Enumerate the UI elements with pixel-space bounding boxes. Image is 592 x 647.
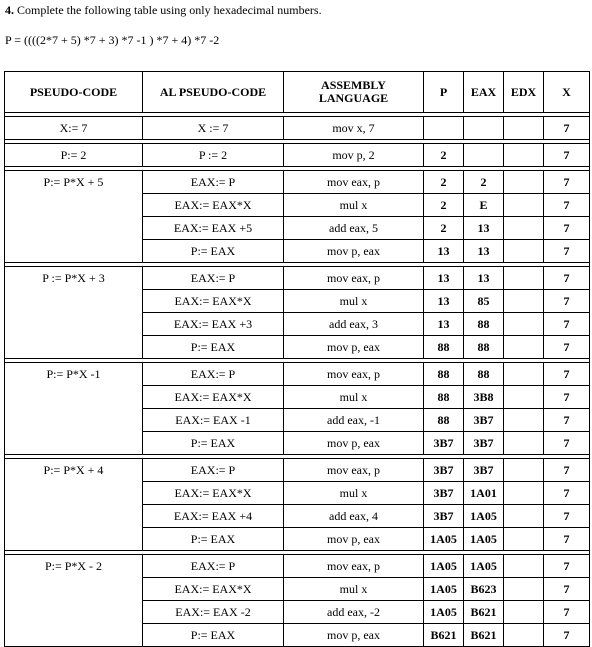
header-edx: EDX: [504, 72, 544, 113]
x-value-cell: 7: [544, 267, 590, 290]
eax-value-cell: 3B7: [464, 409, 504, 432]
assembly-cell: add eax, 4: [284, 505, 424, 528]
assembly-cell: add eax, 5: [284, 217, 424, 240]
assembly-cell: mov p, eax: [284, 624, 424, 647]
assembly-cell: mov p, eax: [284, 432, 424, 455]
p-value-cell: 13: [424, 267, 464, 290]
x-value-cell: 7: [544, 194, 590, 217]
assembly-cell: mul x: [284, 578, 424, 601]
edx-value-cell: [504, 432, 544, 455]
x-value-cell: 7: [544, 505, 590, 528]
edx-value-cell: [504, 117, 544, 140]
eax-value-cell: 2: [464, 171, 504, 194]
table-row: [5, 363, 590, 386]
al-pseudo-code-cell: P:= EAX: [143, 432, 284, 455]
al-pseudo-code-cell: EAX:= P: [143, 459, 284, 482]
assembly-cell: mul x: [284, 386, 424, 409]
p-value-cell: 3B7: [424, 459, 464, 482]
p-value-cell: 13: [424, 240, 464, 263]
edx-value-cell: [504, 171, 544, 194]
edx-value-cell: [504, 482, 544, 505]
p-value-cell: 13: [424, 313, 464, 336]
header-al-pseudo-code: AL PSEUDO-CODE: [143, 72, 284, 113]
al-pseudo-code-cell: P:= EAX: [143, 336, 284, 359]
p-value-cell: B621: [424, 624, 464, 647]
p-value-cell: 13: [424, 290, 464, 313]
hex-trace-table: [4, 71, 590, 647]
al-pseudo-code-cell: P := 2: [143, 144, 284, 167]
edx-value-cell: [504, 386, 544, 409]
x-value-cell: 7: [544, 144, 590, 167]
p-value-cell: 2: [424, 194, 464, 217]
assembly-cell: add eax, -1: [284, 409, 424, 432]
assembly-cell: mov x, 7: [284, 117, 424, 140]
x-value-cell: 7: [544, 240, 590, 263]
eax-value-cell: B623: [464, 578, 504, 601]
assembly-cell: mul x: [284, 290, 424, 313]
x-value-cell: 7: [544, 432, 590, 455]
x-value-cell: 7: [544, 313, 590, 336]
x-value-cell: 7: [544, 624, 590, 647]
edx-value-cell: [504, 409, 544, 432]
x-value-cell: 7: [544, 336, 590, 359]
eax-value-cell: 1A05: [464, 505, 504, 528]
edx-value-cell: [504, 313, 544, 336]
pseudo-code-cell: P:= P*X + 5: [5, 171, 143, 263]
x-value-cell: 7: [544, 217, 590, 240]
edx-value-cell: [504, 505, 544, 528]
p-value-cell: 1A05: [424, 528, 464, 551]
p-value-cell: 1A05: [424, 601, 464, 624]
table-row: [5, 555, 590, 578]
header-row: [5, 72, 590, 113]
assembly-cell: mov eax, p: [284, 555, 424, 578]
x-value-cell: 7: [544, 117, 590, 140]
eax-value-cell: 13: [464, 267, 504, 290]
exercise-heading: [5, 3, 322, 18]
eax-value-cell: [464, 117, 504, 140]
eax-value-cell: B621: [464, 624, 504, 647]
edx-value-cell: [504, 336, 544, 359]
formula: P = ((((2*7 + 5) *7 + 3) *7 -1 ) *7 + 4) *7 -2: [5, 33, 220, 47]
al-pseudo-code-cell: P:= EAX: [143, 240, 284, 263]
eax-value-cell: 3B8: [464, 386, 504, 409]
p-value-cell: [424, 117, 464, 140]
edx-value-cell: [504, 240, 544, 263]
pseudo-code-cell: P:= 2: [5, 144, 143, 167]
assembly-cell: mov eax, p: [284, 171, 424, 194]
al-pseudo-code-cell: EAX:= EAX -1: [143, 409, 284, 432]
eax-value-cell: 88: [464, 336, 504, 359]
al-pseudo-code-cell: EAX:= EAX +4: [143, 505, 284, 528]
eax-value-cell: 13: [464, 217, 504, 240]
x-value-cell: 7: [544, 386, 590, 409]
p-value-cell: 2: [424, 171, 464, 194]
table-row: [5, 117, 590, 140]
x-value-cell: 7: [544, 290, 590, 313]
edx-value-cell: [504, 459, 544, 482]
edx-value-cell: [504, 601, 544, 624]
al-pseudo-code-cell: P:= EAX: [143, 528, 284, 551]
pseudo-code-cell: P := P*X + 3: [5, 267, 143, 359]
x-value-cell: 7: [544, 601, 590, 624]
al-pseudo-code-cell: EAX:= EAX*X: [143, 290, 284, 313]
header-eax: EAX: [464, 72, 504, 113]
p-value-cell: 2: [424, 144, 464, 167]
exercise-instructions: Complete the following table using only hexadecimal numbers.: [17, 3, 322, 17]
p-value-cell: 88: [424, 386, 464, 409]
al-pseudo-code-cell: EAX:= EAX -2: [143, 601, 284, 624]
assembly-cell: mov p, eax: [284, 336, 424, 359]
pseudo-code-cell: X:= 7: [5, 117, 143, 140]
assembly-cell: mov eax, p: [284, 363, 424, 386]
x-value-cell: 7: [544, 171, 590, 194]
eax-value-cell: 88: [464, 363, 504, 386]
eax-value-cell: 1A05: [464, 555, 504, 578]
al-pseudo-code-cell: P:= EAX: [143, 624, 284, 647]
assembly-cell: add eax, -2: [284, 601, 424, 624]
al-pseudo-code-cell: EAX:= EAX +5: [143, 217, 284, 240]
al-pseudo-code-cell: EAX:= P: [143, 363, 284, 386]
assembly-cell: mul x: [284, 482, 424, 505]
eax-value-cell: 88: [464, 313, 504, 336]
eax-value-cell: 13: [464, 240, 504, 263]
assembly-cell: mov p, eax: [284, 528, 424, 551]
p-value-cell: 3B7: [424, 482, 464, 505]
x-value-cell: 7: [544, 578, 590, 601]
edx-value-cell: [504, 528, 544, 551]
x-value-cell: 7: [544, 459, 590, 482]
table-row: [5, 144, 590, 167]
p-value-cell: 88: [424, 409, 464, 432]
header-x: X: [544, 72, 590, 113]
al-pseudo-code-cell: EAX:= EAX +3: [143, 313, 284, 336]
p-value-cell: 88: [424, 363, 464, 386]
x-value-cell: 7: [544, 555, 590, 578]
eax-value-cell: 1A05: [464, 528, 504, 551]
table-row: [5, 171, 590, 194]
eax-value-cell: 3B7: [464, 432, 504, 455]
x-value-cell: 7: [544, 482, 590, 505]
header-pseudo-code: PSEUDO-CODE: [5, 72, 143, 113]
edx-value-cell: [504, 363, 544, 386]
edx-value-cell: [504, 555, 544, 578]
edx-value-cell: [504, 624, 544, 647]
table-row: [5, 267, 590, 290]
table-body: [5, 113, 590, 647]
assembly-cell: mov eax, p: [284, 267, 424, 290]
eax-value-cell: E: [464, 194, 504, 217]
table-row: [5, 459, 590, 482]
assembly-cell: mov p, eax: [284, 240, 424, 263]
x-value-cell: 7: [544, 528, 590, 551]
pseudo-code-cell: P:= P*X + 4: [5, 459, 143, 551]
assembly-cell: mul x: [284, 194, 424, 217]
al-pseudo-code-cell: EAX:= EAX*X: [143, 386, 284, 409]
al-pseudo-code-cell: EAX:= EAX*X: [143, 194, 284, 217]
al-pseudo-code-cell: X := 7: [143, 117, 284, 140]
assembly-cell: mov eax, p: [284, 459, 424, 482]
eax-value-cell: 85: [464, 290, 504, 313]
header-assembly-language: ASSEMBLY LANGUAGE: [284, 72, 424, 113]
x-value-cell: 7: [544, 363, 590, 386]
assembly-cell: add eax, 3: [284, 313, 424, 336]
edx-value-cell: [504, 194, 544, 217]
eax-value-cell: [464, 144, 504, 167]
al-pseudo-code-cell: EAX:= P: [143, 171, 284, 194]
p-value-cell: 1A05: [424, 555, 464, 578]
p-value-cell: 2: [424, 217, 464, 240]
p-value-cell: 3B7: [424, 505, 464, 528]
header-p: P: [424, 72, 464, 113]
edx-value-cell: [504, 144, 544, 167]
p-value-cell: 1A05: [424, 578, 464, 601]
al-pseudo-code-cell: EAX:= P: [143, 555, 284, 578]
x-value-cell: 7: [544, 409, 590, 432]
edx-value-cell: [504, 578, 544, 601]
edx-value-cell: [504, 217, 544, 240]
exercise-number: 4.: [5, 3, 14, 17]
eax-value-cell: B621: [464, 601, 504, 624]
p-value-cell: 3B7: [424, 432, 464, 455]
pseudo-code-cell: P:= P*X -1: [5, 363, 143, 455]
eax-value-cell: 1A01: [464, 482, 504, 505]
edx-value-cell: [504, 290, 544, 313]
edx-value-cell: [504, 267, 544, 290]
pseudo-code-cell: P:= P*X - 2: [5, 555, 143, 647]
assembly-cell: mov p, 2: [284, 144, 424, 167]
al-pseudo-code-cell: EAX:= P: [143, 267, 284, 290]
eax-value-cell: 3B7: [464, 459, 504, 482]
al-pseudo-code-cell: EAX:= EAX*X: [143, 482, 284, 505]
p-value-cell: 88: [424, 336, 464, 359]
al-pseudo-code-cell: EAX:= EAX*X: [143, 578, 284, 601]
